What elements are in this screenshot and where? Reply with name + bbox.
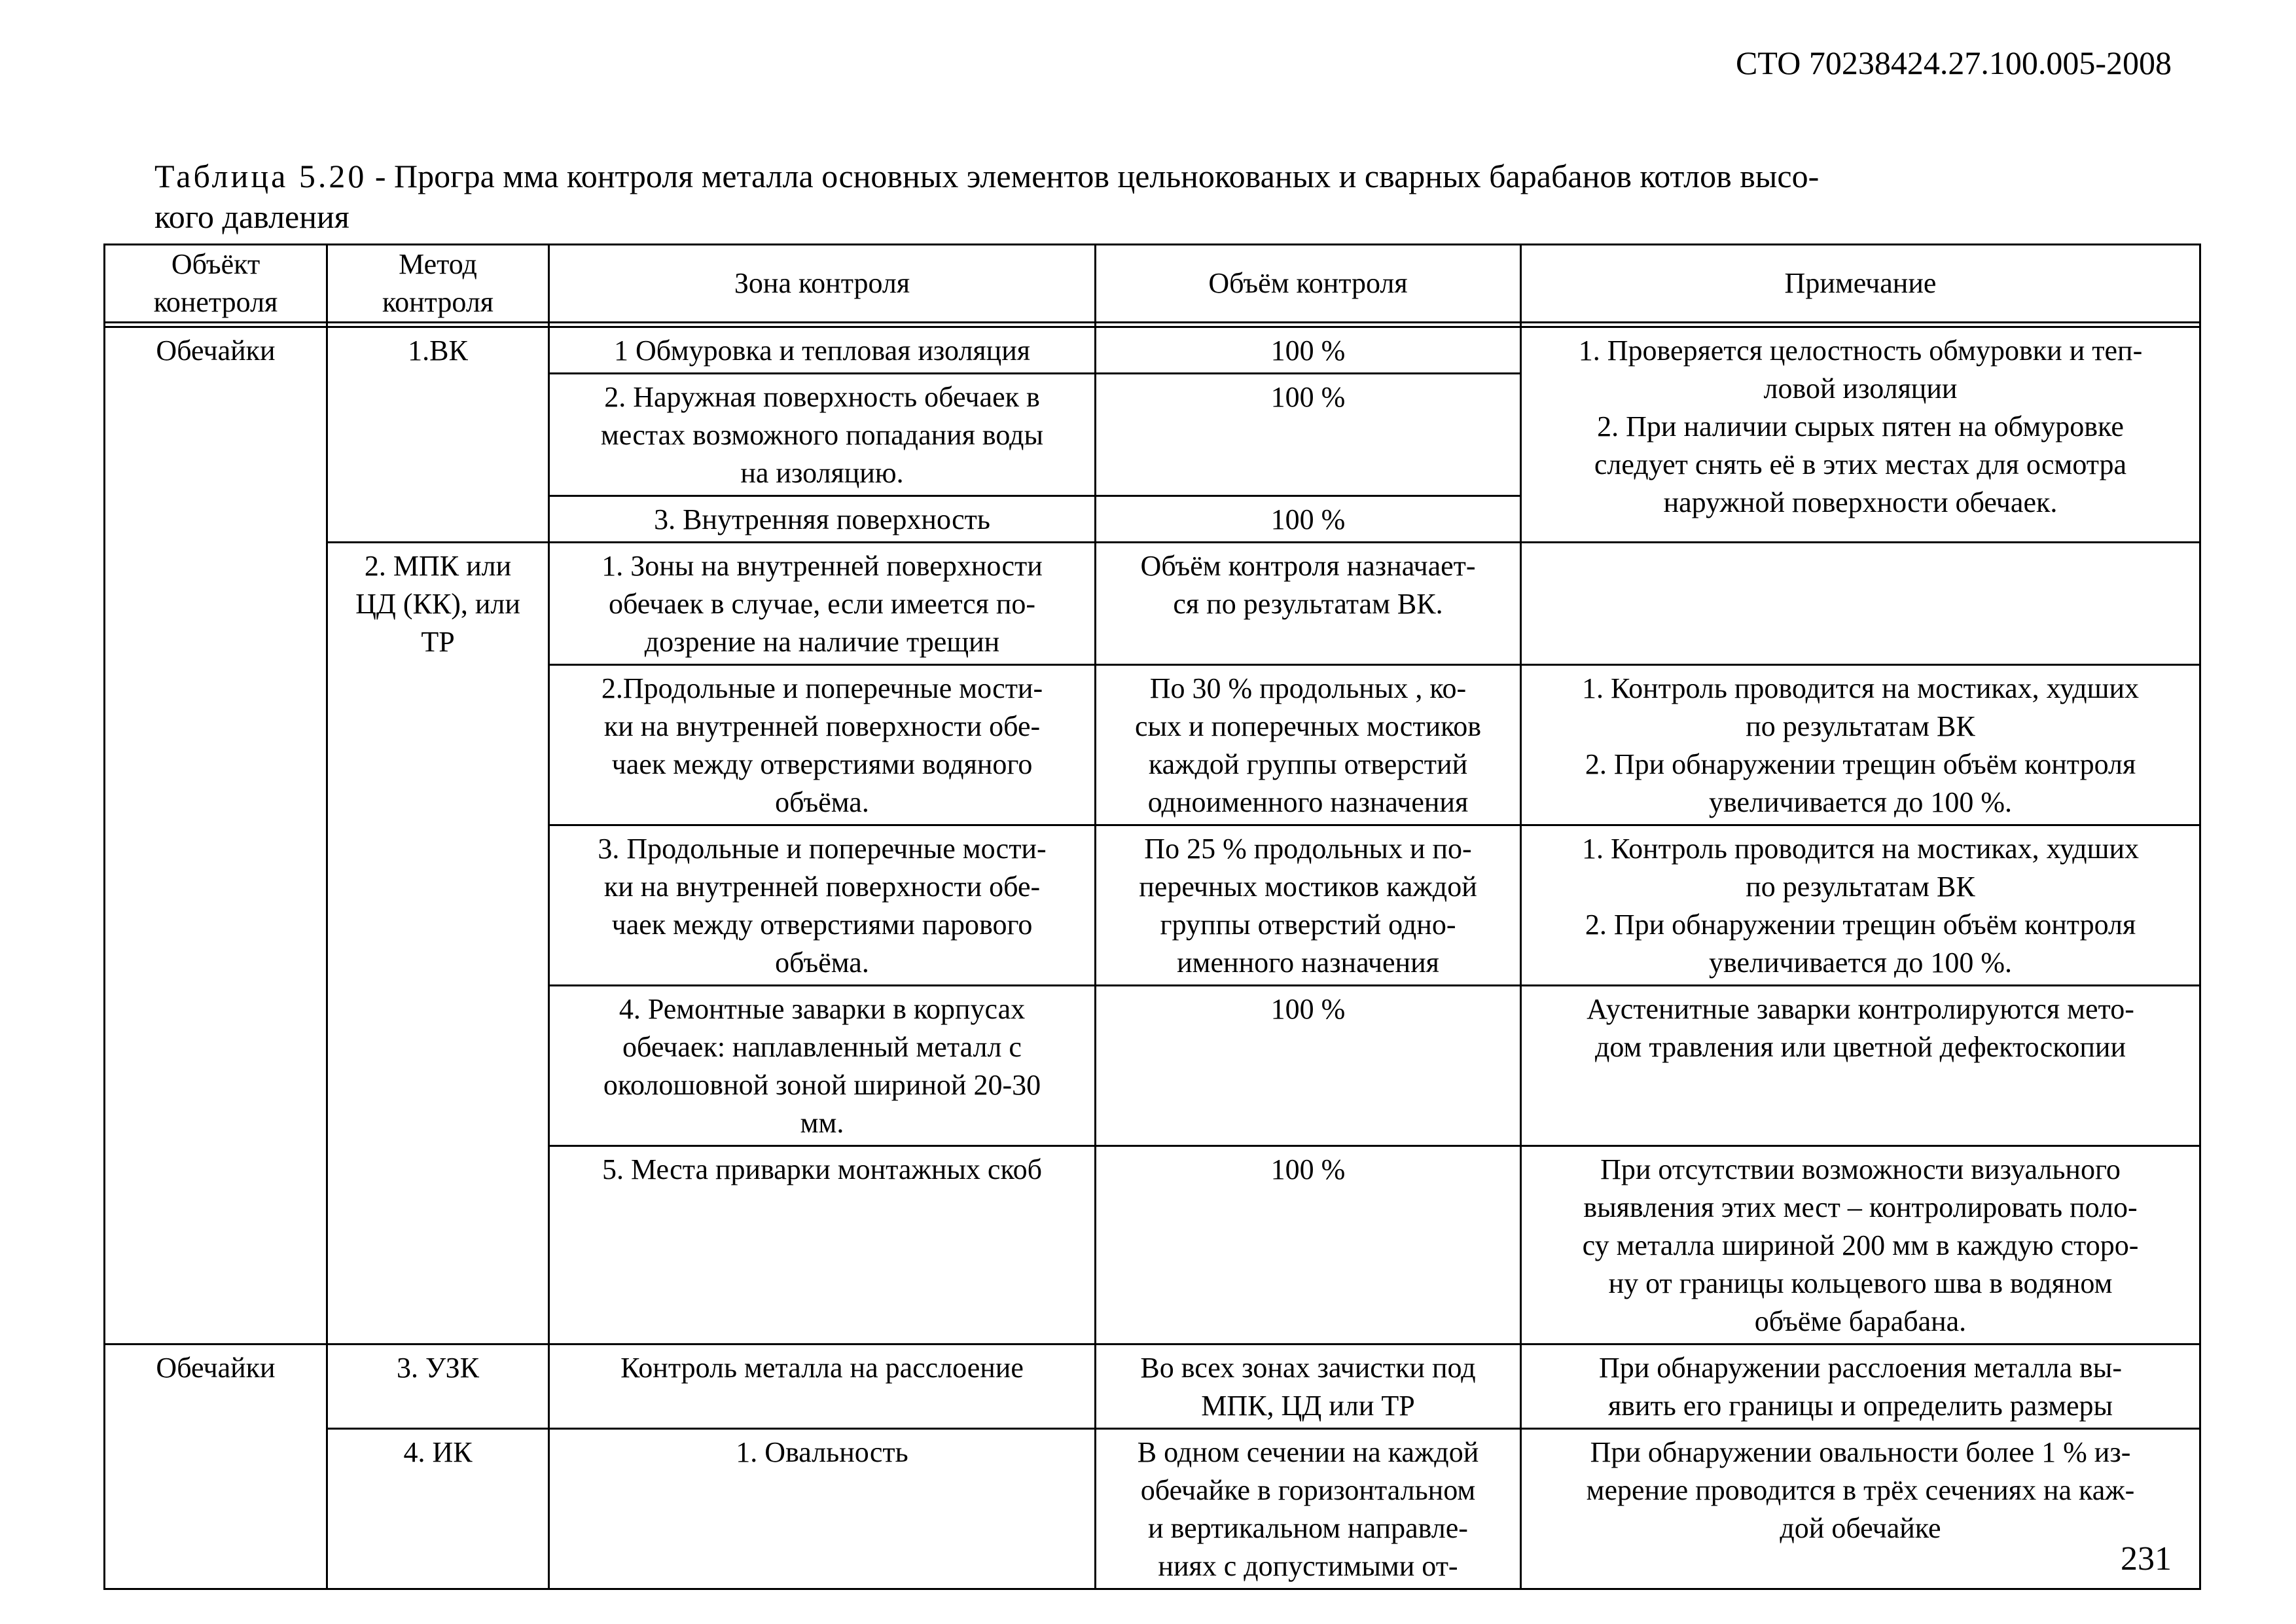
cell-volume-line: ниях с допустимыми от- [1158,1550,1458,1582]
cell-method-line: ЦД (КК), или [355,588,520,620]
cell-volume [1096,374,1521,496]
page-number: 231 [2121,1540,2172,1578]
cell-method-line: 4. ИК [403,1436,473,1468]
cell-method [327,543,549,1344]
cell-volume-line: ся по результатам ВК. [1173,588,1443,620]
cell-note-line: объёме барабана. [1754,1305,1967,1337]
cell-zone [549,1429,1096,1589]
cell-note-line: увеличивается до 100 %. [1708,947,2013,979]
cell-note-line: При обнаружении овальности более 1 % из- [1590,1436,2131,1468]
cell-volume-line: Во всех зонах зачистки под [1140,1352,1476,1384]
table-row [105,1429,2200,1589]
cell-method-line: ТР [421,626,455,658]
cell-zone-line: дозрение на наличие трещин [644,626,1000,658]
cell-zone-line: 4. Ремонтные заварки в корпусах [619,993,1026,1025]
cell-note-line: наружной поверхности обечаек. [1663,486,2058,518]
cell-zone [549,825,1096,986]
cell-zone-line: объёма. [775,947,869,979]
cell-note-line: увеличивается до 100 %. [1708,786,2013,818]
cell-note-line: ну от границы кольцевого шва в водяном [1608,1267,2113,1299]
cell-note [1521,986,2200,1146]
cell-note [1521,1429,2200,1589]
table-row [105,543,2200,665]
cell-method [327,1344,549,1429]
cell-zone-line: объёма. [775,786,869,818]
cell-object [105,327,327,1344]
cell-volume-line: По 25 % продольных и по- [1144,833,1472,865]
cell-volume [1096,986,1521,1146]
cell-zone-line: 3. Внутренняя поверхность [654,503,990,535]
cell-note [1521,543,2200,665]
cell-zone-line: 1. Овальность [736,1436,908,1468]
cell-volume-line: обечайке в горизонтальном [1140,1474,1476,1506]
cell-zone-line: 5. Места приварки монтажных скоб [602,1153,1042,1185]
cell-zone-line: обечаек: наплавленный металл с [622,1031,1022,1063]
cell-volume-line: группы отверстий одно- [1160,909,1456,941]
header-note: Примечание [1521,245,2200,323]
cell-volume-line: именного назначения [1177,947,1439,979]
header-object-line: конетроля [153,286,278,318]
cell-note [1521,1146,2200,1344]
cell-note-line: ловой изоляции [1763,372,1958,405]
cell-volume-line: и вертикальном направле- [1148,1512,1468,1544]
cell-note-line: При обнаружении расслоения металла вы- [1598,1352,2123,1384]
cell-note [1521,1344,2200,1429]
cell-zone-line: мм. [800,1107,844,1139]
cell-zone-line: чаек между отверстиями водяного [611,748,1033,780]
cell-volume [1096,1429,1521,1589]
cell-volume-line: 100 % [1270,993,1346,1025]
cell-note-line: следует снять её в этих местах для осмотра [1594,448,2127,480]
cell-note [1521,327,2200,543]
cell-volume-line: 100 % [1270,503,1346,535]
cell-zone [549,665,1096,825]
cell-zone-line: 1 Обмуровка и тепловая изоляция [614,334,1030,367]
cell-volume-line: 100 % [1270,334,1346,367]
cell-zone [549,1146,1096,1344]
cell-note-line: дой обечайке [1780,1512,1941,1544]
cell-zone-line: на изоляцию. [740,457,904,489]
caption-line-2: кого давления [154,198,350,235]
cell-object-line: Обечайки [156,1352,276,1384]
cell-volume-line: сых и поперечных мостиков [1134,710,1482,742]
header-method [327,245,549,323]
cell-object-line: Обечайки [156,334,276,367]
header-volume: Объём контроля [1096,245,1521,323]
cell-volume-line: перечных мостиков каждой [1139,871,1477,903]
cell-zone-line: 2.Продольные и поперечные мости- [601,672,1043,704]
caption-line-1 [154,156,2190,196]
cell-note-line: выявления этих мест – контролировать поло- [1583,1191,2138,1223]
cell-note-line: 1. Проверяется целостность обмуровки и теп- [1578,334,2143,367]
cell-zone-line: ки на внутренней поверхности обе- [603,871,1041,903]
cell-note-line: 2. При наличии сырых пятен на обмуровке [1597,410,2124,442]
cell-volume [1096,1146,1521,1344]
cell-note-line: 1. Контроль проводится на мостиках, худших [1581,672,2140,704]
cell-note-line: мерение проводится в трёх сечениях на каж- [1586,1474,2135,1506]
cell-method-line: 2. МПК или [364,550,512,582]
cell-zone-line: ки на внутренней поверхности обе- [603,710,1041,742]
table-row [105,327,2200,374]
cell-zone [549,327,1096,374]
cell-method-line: 3. УЗК [397,1352,479,1384]
cell-note-line: 2. При обнаружении трещин объём контроля [1585,909,2136,941]
cell-zone [549,374,1096,496]
cell-note-line: дом травления или цветной дефектоскопии [1594,1031,2126,1063]
cell-volume [1096,1344,1521,1429]
cell-method-line: 1.ВК [408,334,468,367]
cell-zone-line: Контроль металла на расслоение [620,1352,1024,1384]
cell-note [1521,665,2200,825]
cell-zone [549,543,1096,665]
control-program-table [103,244,2201,1590]
cell-note-line: 2. При обнаружении трещин объём контроля [1585,748,2136,780]
header-method-line: Метод [399,248,477,280]
cell-method [327,327,549,543]
cell-note-line: При отсутствии возможности визуального [1600,1153,2121,1185]
caption-label: Таблица 5.20 [154,158,367,194]
table-header-row [105,245,2200,323]
cell-volume-line: 100 % [1270,1153,1346,1185]
table-caption [154,156,2190,237]
cell-note-line: 1. Контроль проводится на мостиках, худших [1581,833,2140,865]
cell-volume [1096,665,1521,825]
cell-volume [1096,327,1521,374]
cell-volume-line: В одном сечении на каждой [1137,1436,1479,1468]
table-row [105,1344,2200,1429]
cell-zone-line: 1. Зоны на внутренней поверхности [601,550,1043,582]
caption-title: - Програ мма контроля металла основных элементов цельнокованых и сварных барабанов котлов высо- [367,158,1820,194]
cell-volume-line: одноименного назначения [1147,786,1469,818]
cell-zone-line: 3. Продольные и поперечные мости- [598,833,1047,865]
cell-note-line: по результатам ВК [1746,871,1975,903]
cell-zone-line: обечаек в случае, если имеется по- [608,588,1036,620]
cell-volume-line: 100 % [1270,381,1346,413]
cell-volume-line: Объём контроля назначает- [1140,550,1476,582]
cell-note-line: по результатам ВК [1746,710,1975,742]
cell-method [327,1429,549,1589]
cell-zone-line: местах возможного попадания воды [600,419,1044,451]
header-object-line: Объёкт [171,248,260,280]
cell-note-line: су металла шириной 200 мм в каждую сторо- [1582,1229,2139,1261]
cell-zone-line: чаек между отверстиями парового [611,909,1033,941]
header-method-line: контроля [382,286,494,318]
cell-volume-line: каждой группы отверстий [1148,748,1468,780]
header-zone: Зона контроля [549,245,1096,323]
cell-zone [549,986,1096,1146]
cell-object [105,1344,327,1589]
document-code: СТО 70238424.27.100.005-2008 [1736,45,2172,81]
cell-zone-line: 2. Наружная поверхность обечаек в [604,381,1040,413]
cell-volume [1096,543,1521,665]
cell-note [1521,825,2200,986]
cell-volume-line: МПК, ЦД или ТР [1201,1390,1415,1422]
cell-zone-line: околошовной зоной шириной 20-30 [603,1069,1041,1101]
cell-volume [1096,825,1521,986]
cell-volume [1096,496,1521,543]
cell-volume-line: По 30 % продольных , ко- [1149,672,1467,704]
header-object [105,245,327,323]
header-separator [105,323,2200,327]
cell-zone [549,496,1096,543]
cell-note-line: Аустенитные заварки контролируются мето- [1587,993,2134,1025]
cell-zone [549,1344,1096,1429]
cell-note-line: явить его границы и определить размеры [1607,1390,2113,1422]
